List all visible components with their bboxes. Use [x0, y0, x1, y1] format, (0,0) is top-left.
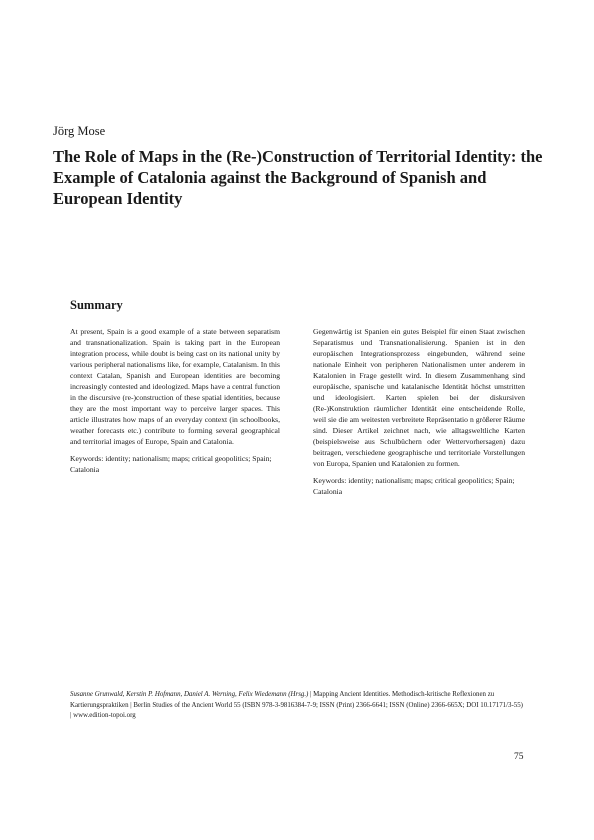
footer-citation: | Mapping Ancient Identities. Methodisch-kritische Reflexionen zu Kartierungspraktiken | Berlin Studies of the Ancient World 55 (ISBN 978-3-9816384-7-9; ISSN (Print) 2366-6641; ISSN (Online) 2366-665X; DOI 10.17171/3-55) | www.edition-topoi.org — [70, 691, 523, 719]
page-number: 75 — [514, 752, 524, 762]
abstract-english-body: At present, Spain is a good example of a state between separatism and transnationalization. Spain is taking part in the European integration process, while doubt is being cast on its national unity by various peripheral nationalisms like, for example, Catalanism. In this context Catalan, Spanish and European identities are becoming increasingly contested and ideologized. Maps have a central function in the discursive (re-)construction of these spatial identities, because they are the most important way to perceive larger spaces. This article illustrates how maps of an everyday context (in schoolbooks, weather forecasts etc.) contribute to forming several geographical and territorial images of Europe, Spain and Catalonia. — [70, 327, 280, 446]
footer-editors: Susanne Grunwald, Kerstin P. Hofmann, Daniel A. Werning, Felix Wiedemann (Hrsg.) — [70, 691, 309, 698]
abstract-english-keywords: Keywords: identity; nationalism; maps; critical geopolitics; Spain; Catalonia — [70, 454, 272, 474]
summary-heading: Summary — [70, 298, 123, 312]
abstract-german-keywords: Keywords: identity; nationalism; maps; critical geopolitics; Spain; Catalonia — [313, 476, 515, 496]
abstract-german — [313, 326, 525, 503]
author-name: Jörg Mose — [53, 124, 106, 138]
abstract-german-body: Gegenwärtig ist Spanien ein gutes Beispiel für einen Staat zwischen Separatismus und Transnationalisierung. Spanien ist in den europäischen Integrationsprozess eingebunden, während seine nationale Einheit von peripheren Nationalismen unter anderem in Katalonien in Frage gestellt wird. In diesem Zusammenhang sind europäische, spanische und katalanische Identität höchst umstritten und ideologisiert. Karten spielen bei der diskursiven (Re-)Konstruktion räumlicher Identität eine entscheidende Rolle, weil sie die am weitesten verbreitete Repräsentatio n größerer Räume sind. Dieser Artikel zeichnet nach, wie alltagsweltliche Karten (beispielsweise aus Schulbüchern oder Wettervorhersagen) dazu beitragen, verschiedene geographische und territoriale Vorstellungen von Europa, Spanien und Katalonien zu formen. — [313, 327, 525, 468]
publication-footer — [70, 690, 525, 722]
article-title: The Role of Maps in the (Re-)Construction of Territorial Identity: the Example of Catalonia against the Background of Spanish and European Identity — [53, 147, 543, 208]
abstract-english — [70, 326, 280, 481]
